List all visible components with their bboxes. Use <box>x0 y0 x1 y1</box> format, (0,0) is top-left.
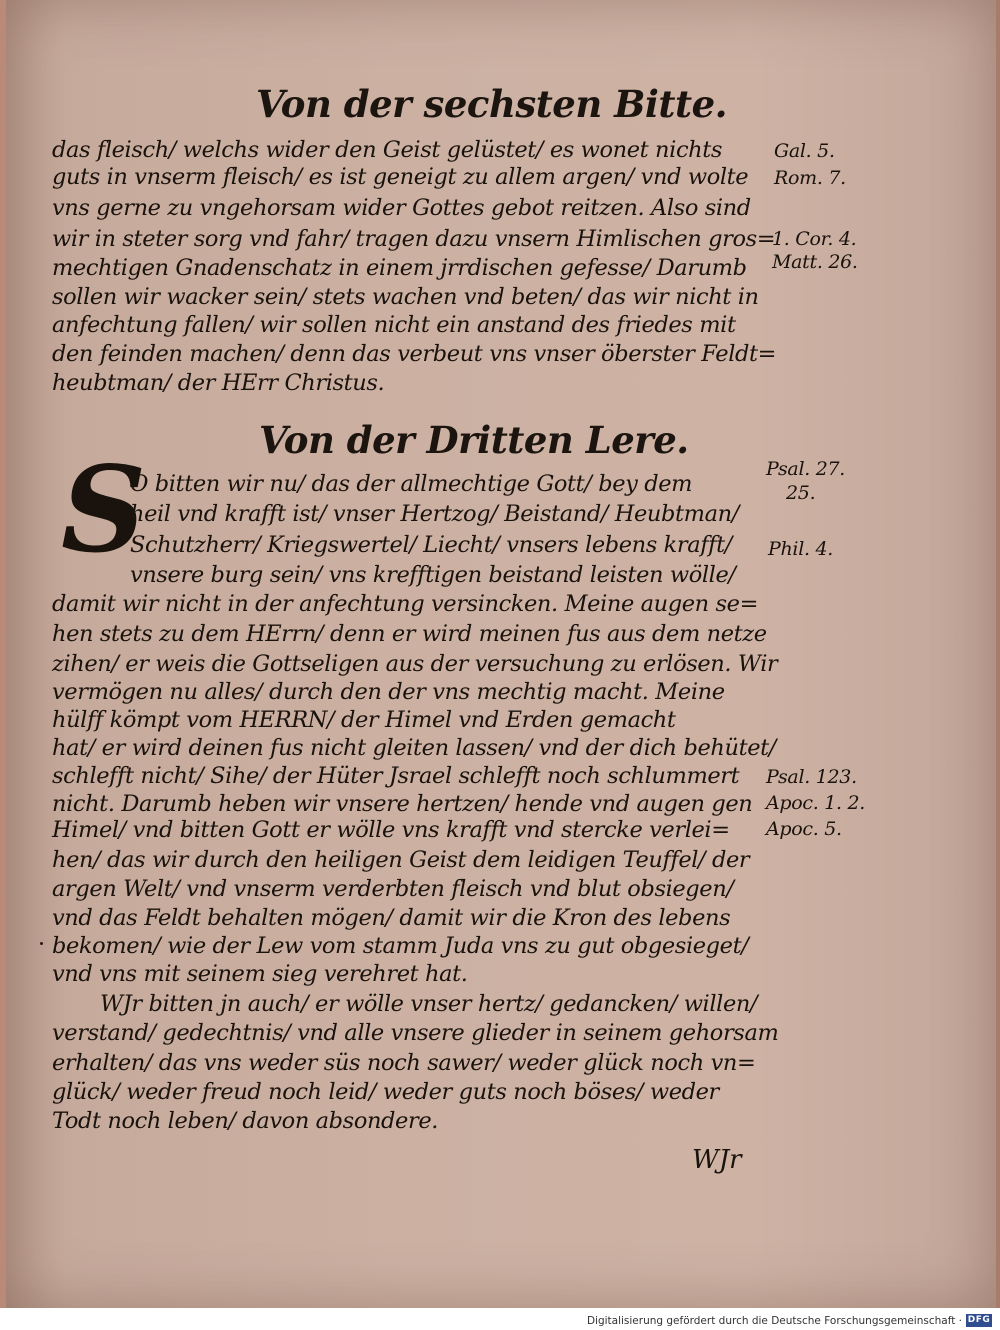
text-line: erhalten/ das vns weder süs noch sawer/ weder glück noch vn= <box>52 1050 756 1076</box>
ink-speck <box>40 942 43 945</box>
page-heading-sechsten-bitte: Von der sechsten Bitte. <box>256 82 728 126</box>
margin-ref: Gal. 5. <box>774 140 835 162</box>
text-line: O bitten wir nu/ das der allmechtige Gott/ bey dem <box>130 471 693 497</box>
page-heading-dritten-lere: Von der Dritten Lere. <box>259 418 689 462</box>
catchword: WJr <box>692 1145 742 1175</box>
text-line: vnd vns mit seinem sieg verehret hat. <box>52 961 468 987</box>
text-line: hen/ das wir durch den heiligen Geist dem leidigen Teuffel/ der <box>52 847 750 873</box>
text-line: nicht. Darumb heben wir vnsere hertzen/ hende vnd augen gen <box>52 791 753 817</box>
text-line: vnsere burg sein/ vns krefftigen beistand leisten wölle/ <box>130 562 736 588</box>
text-line: vnd das Feldt behalten mögen/ damit wir die Kron des lebens <box>52 905 731 931</box>
text-line: das fleisch/ welchs wider den Geist gelüstet/ es wonet nichts <box>52 137 723 163</box>
footer-credit: Digitalisierung gefördert durch die Deutsche Forschungsgemeinschaft · <box>586 1315 962 1327</box>
text-line: wir in steter sorg vnd fahr/ tragen dazu vnsern Himlischen gros= <box>52 226 776 252</box>
text-line: Schutzherr/ Kriegswertel/ Liecht/ vnsers lebens krafft/ <box>130 532 732 558</box>
text-line: mechtigen Gnadenschatz in einem jrrdischen gefesse/ Darumb <box>52 255 747 281</box>
text-line: Todt noch leben/ davon absondere. <box>52 1108 438 1134</box>
text-line: schlefft nicht/ Sihe/ der Hüter Jsrael schlefft noch schlummert <box>52 763 740 789</box>
text-line: sollen wir wacker sein/ stets wachen vnd beten/ das wir nicht in <box>52 284 759 310</box>
text-line: hat/ er wird deinen fus nicht gleiten lassen/ vnd der dich behütet/ <box>52 735 776 761</box>
margin-ref: Matt. 26. <box>772 251 858 273</box>
book-page <box>6 0 996 1308</box>
text-line: WJr bitten jn auch/ er wölle vnser hertz/ gedancken/ willen/ <box>100 991 758 1017</box>
margin-ref: Rom. 7. <box>774 167 846 189</box>
margin-ref: Psal. 27. <box>766 458 846 480</box>
text-line: Himel/ vnd bitten Gott er wölle vns krafft vnd stercke verlei= <box>52 817 730 843</box>
text-line: bekomen/ wie der Lew vom stamm Juda vns zu gut obgesieget/ <box>52 933 749 959</box>
text-line: den feinden machen/ denn das verbeut vns vnser öberster Feldt= <box>52 341 777 367</box>
text-line: verstand/ gedechtnis/ vnd alle vnsere glieder in seinem gehorsam <box>52 1020 779 1046</box>
text-line: heil vnd krafft ist/ vnser Hertzog/ Beistand/ Heubtman/ <box>130 501 739 527</box>
text-line: damit wir nicht in der anfechtung versincken. Meine augen se= <box>52 591 759 617</box>
dfg-logo-icon: DFG <box>967 1315 991 1325</box>
text-line: vermögen nu alles/ durch den der vns mechtig macht. Meine <box>52 679 725 705</box>
text-line: hen stets zu dem HErrn/ denn er wird meinen fus aus dem netze <box>52 621 767 647</box>
text-line: anfechtung fallen/ wir sollen nicht ein anstand des friedes mit <box>52 312 736 338</box>
margin-ref: Apoc. 1. 2. <box>766 792 866 814</box>
text-line: argen Welt/ vnd vnserm verderbten fleisch vnd blut obsiegen/ <box>52 876 734 902</box>
margin-ref: 1. Cor. 4. <box>772 228 857 250</box>
text-line: hülff kömpt vom HERRN/ der Himel vnd Erden gemacht <box>52 707 676 733</box>
text-line: vns gerne zu vngehorsam wider Gottes gebot reitzen. Also sind <box>52 195 751 221</box>
text-line: guts in vnserm fleisch/ es ist geneigt zu allem argen/ vnd wolte <box>52 164 749 190</box>
text-line: heubtman/ der HErr Christus. <box>52 370 385 396</box>
margin-ref: 25. <box>786 482 816 504</box>
text-line: glück/ weder freud noch leid/ weder guts noch böses/ weder <box>52 1079 719 1105</box>
text-line: zihen/ er weis die Gottseligen aus der versuchung zu erlösen. Wir <box>52 651 778 677</box>
margin-ref: Phil. 4. <box>768 538 833 560</box>
margin-ref: Apoc. 5. <box>766 818 842 840</box>
margin-ref: Psal. 123. <box>766 766 857 788</box>
decorated-initial: S <box>61 440 147 579</box>
